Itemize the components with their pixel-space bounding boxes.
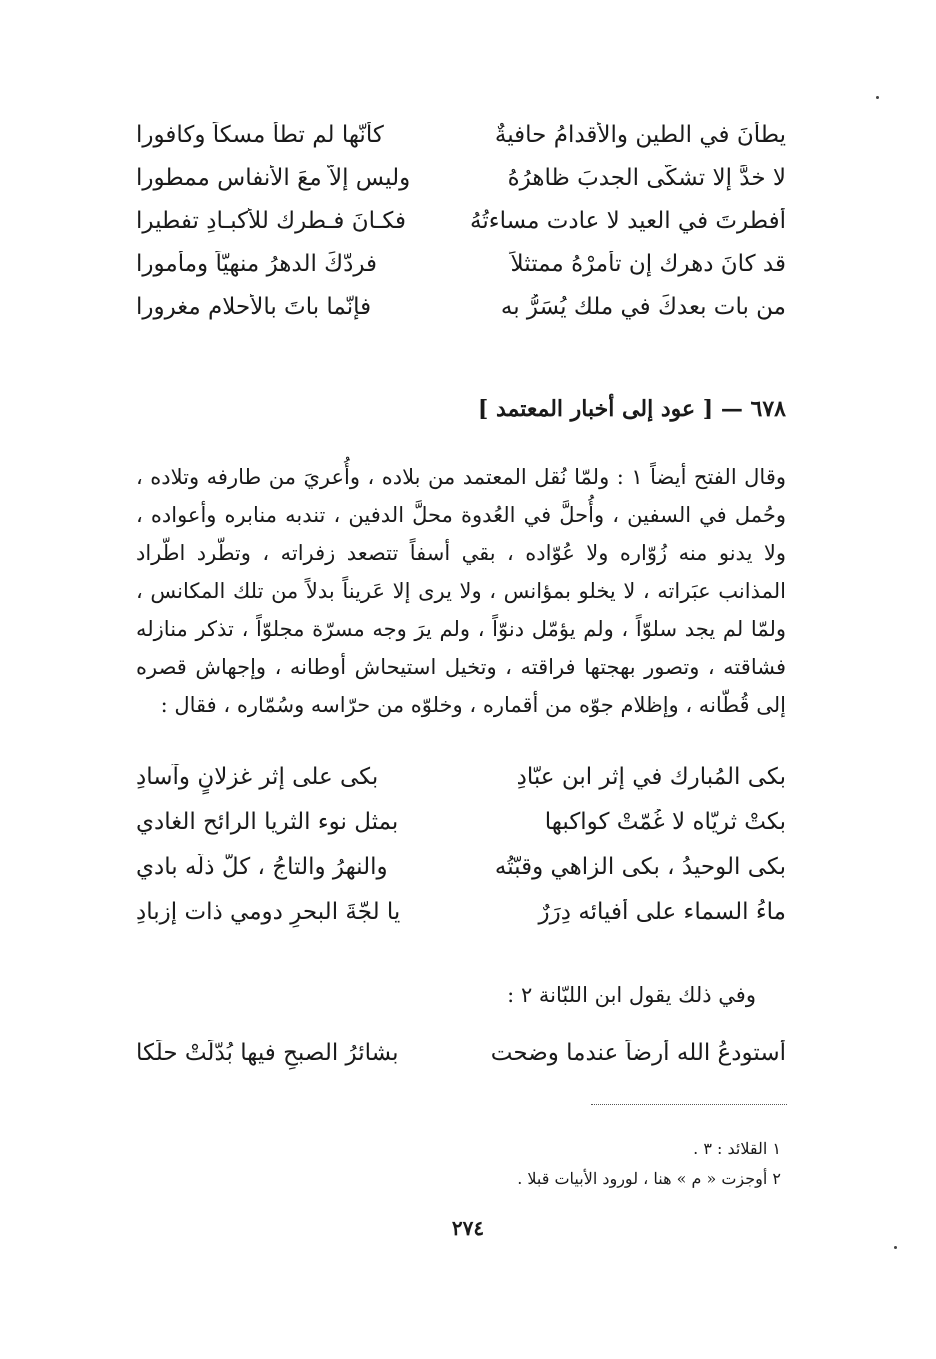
verse-first-hemistich: لا خدَّ إلا تشكّى الجدبَ ظاهرُهُ [507, 165, 786, 191]
verse-line [136, 208, 786, 251]
poem-top [136, 122, 786, 337]
verse-second-hemistich: والنهرُ والتاجُ ، كلٌّ ذلّه بادي [136, 854, 388, 880]
verse-second-hemistich: فكـانَ فـطرك للأكبـادِ تفطيرا [136, 208, 407, 234]
verse-first-hemistich: من بات بعدكَ في ملك يُسَرُّ به [500, 294, 786, 320]
verse-second-hemistich: بشائرُ الصبحِ فيها بُدّلَتْ حلَكا [136, 1040, 399, 1066]
footnote-item: ٢ أوجزت « م » هنا ، لورود الأبيات قبلا . [517, 1169, 781, 1188]
verse-second-hemistich: فردّكَ الدهرُ منهيّاً ومأمورا [136, 251, 378, 277]
verse-line [136, 899, 786, 944]
verse-line [136, 809, 786, 854]
footnote-item: ١ القلائد : ٣ . [693, 1139, 781, 1158]
prose-paragraph: وقال الفتح أيضاً ١ : ولمّا نُقل المعتمد من بلاده ، وأُعريَ من طارفه وتلاده ، وحُمل في السفين ، وأُحلَّ في العُدوة محلَّ الدفين ، تندبه منابره وأعواده ، ولا يدنو منه زُوّاره ولا عُوّاده ، بقي أسفاً تتصعد زفراته ، وتطّرد اطّراد المذانب عبَراته ، لا يخلو بمؤانس ، ولا يرى إلا عَريناً بدلاً من تلك المكانس ، ولمّا لم يجد سلوّاً ، ولم يؤمّل دنوّاً ، ولم يرَ وجه مسرّة مجلوّاً ، تذكر منازله فشاقته ، وتصور بهجتها فراقته ، وتخيل استيحاش أوطانه ، وإجهاش قصره إلى قُطّانه ، وإظلام جوّه من أقماره ، وخلوّه من حرّاسه وسُمّاره ، فقال : [136, 465, 787, 717]
verse-first-hemistich: بكتْ ثريّاه لا غُمّتْ كواكبها [544, 809, 786, 835]
scan-speck [894, 1246, 897, 1249]
verse-line [136, 1040, 786, 1085]
verse-second-hemistich: كأنّها لم تطأ مسكاً وكافورا [136, 122, 384, 148]
verse-first-hemistich: بكى المُبارك في إثر ابن عبّادِ [516, 764, 786, 790]
footnotes [141, 1134, 781, 1194]
poem-bottom [136, 1040, 786, 1085]
verse-line [136, 122, 786, 165]
verse-line [136, 854, 786, 899]
verse-line [136, 251, 786, 294]
section-number: ٦٧٨ [750, 396, 786, 422]
poem-intro-line: وفي ذلك يقول ابن اللبّانة ٢ : [507, 983, 756, 1007]
verse-second-hemistich: يا لجّةَ البحرِ دومي ذات إزبادِ [136, 899, 401, 925]
scan-speck [876, 96, 879, 99]
verse-first-hemistich: أستودعُ الله أرضاً عندما وضحت [490, 1040, 786, 1066]
verse-first-hemistich: بكى الوحيدُ ، بكى الزاهي وقبّتُه [494, 854, 786, 880]
footnote-divider [591, 1104, 787, 1105]
verse-line [136, 764, 786, 809]
verse-first-hemistich: أفطرتَ في العيد لا عادت مساءتُهُ [470, 208, 786, 234]
section-dash: — [720, 396, 743, 422]
verse-second-hemistich: بكى على إثر غزلانٍ وآسادِ [136, 764, 379, 790]
verse-line [136, 165, 786, 208]
verse-second-hemistich: فإنّما باتَ بالأحلام مغرورا [136, 294, 372, 320]
verse-line [136, 294, 786, 337]
page-number: ٢٧٤ [451, 1216, 485, 1240]
verse-second-hemistich: وليس إلاّ معَ الأنفاس ممطورا [136, 165, 411, 191]
poem-middle [136, 764, 786, 944]
verse-first-hemistich: قد كانَ دهرك إن تأمرْهُ ممتثلاً [510, 251, 786, 277]
verse-first-hemistich: يطأنَ في الطين والأقدامُ حافيةٌ [494, 122, 786, 148]
verse-second-hemistich: بمثل نوء الثريا الرائح الغادي [136, 809, 399, 835]
section-title: [ عود إلى أخبار المعتمد ] [477, 396, 714, 422]
section-heading [136, 396, 786, 422]
verse-first-hemistich: ماءُ السماء على أفيائه دِرَرٌ [538, 899, 786, 925]
